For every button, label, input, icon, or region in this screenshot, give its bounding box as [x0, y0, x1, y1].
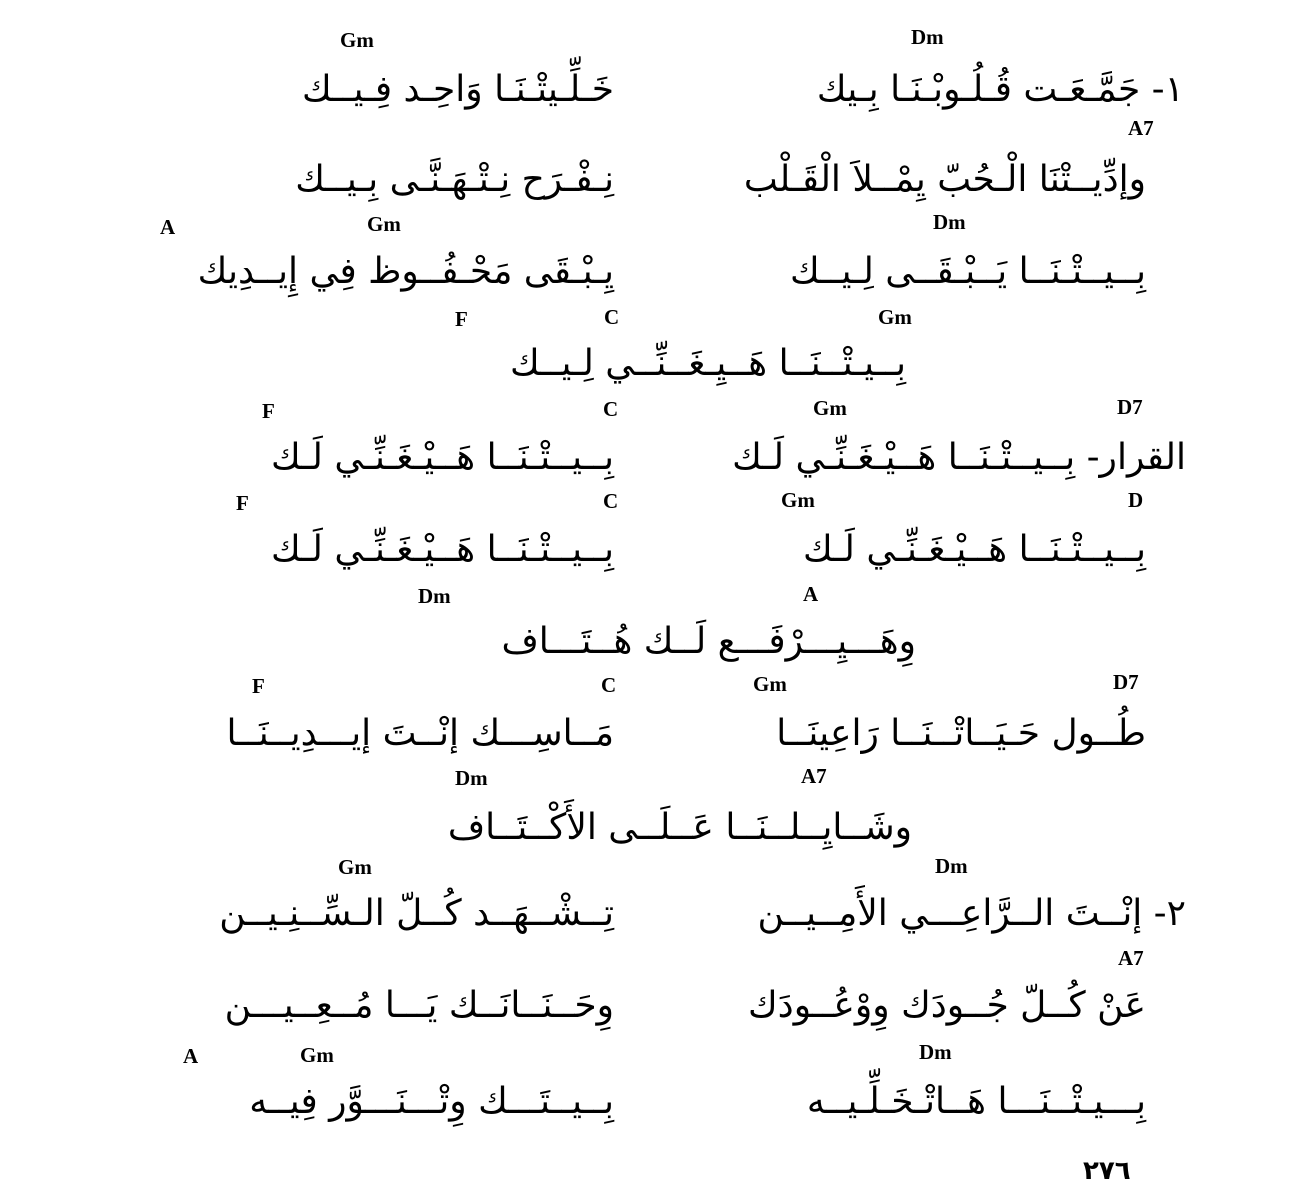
chord: Dm: [455, 766, 488, 790]
chord: Dm: [911, 25, 944, 49]
lyric-line-right: ٢- إنْــتَ الــرَّاعِـــي الأَمِــيــن: [757, 893, 1186, 934]
lyric-line-center: وشَــايِــلــنَــا عَــلَــى الأَكْــتَــاف: [447, 807, 912, 848]
lyric-line-left: بِــيــتْـنَــا هَــيْـغَـنِّـي لَـك: [271, 437, 614, 478]
chord: Gm: [813, 396, 847, 420]
lyric-line-right: بِــيــتْـنَــا هَــيْـغَـنِّـي لَـك: [803, 529, 1146, 570]
chord: Gm: [781, 488, 815, 512]
lyric-line-right: ١- جَمَّـعَـت قُـلُـوبْـنَـا بِـيك: [816, 69, 1184, 110]
lyric-line-left: تِــشْــهَــد كُــلّ الـسِّــنِـيــن: [219, 893, 614, 934]
chord: Gm: [338, 855, 372, 879]
lyric-line-left: مَــاسِـــك إنْــتَ إيـــدِيــنَــا: [226, 713, 614, 754]
lyric-line-left: نِـفْـرَح نِـتْـهَـنَّـى بِـيــك: [295, 159, 614, 200]
lyric-line-right: وإدِّيــتْنَا الْـحُبّ يِمْــلاَ الْقَـلْب: [743, 159, 1146, 200]
chord: Gm: [300, 1043, 334, 1067]
lyric-line-left: بِــيــتَـــك وِتْـــنَـــوَّر فِيــه: [249, 1081, 614, 1122]
lyric-line-left: يِـبْـقَى مَحْـفُــوظ فِي إِيــدِيك: [197, 251, 614, 292]
chord: Dm: [418, 584, 451, 608]
chord: D7: [1113, 670, 1139, 694]
chord: Gm: [340, 28, 374, 52]
chord: A7: [801, 764, 827, 788]
chord: C: [603, 397, 619, 421]
lyric-line-right: بِـــيـتْــنَـــا هَــاتْـخَـلِّـيــه: [806, 1081, 1146, 1122]
chord: A: [803, 582, 819, 606]
chord: C: [604, 305, 620, 329]
chord: Gm: [753, 672, 787, 696]
lyric-line-center: وِهَـــيِـــرْفَـــع لَــك هُــتَـــاف: [501, 621, 916, 662]
chord: C: [603, 489, 619, 513]
page-number: ٢٧٦: [1083, 1156, 1131, 1186]
chord: D: [1128, 488, 1144, 512]
chord: Dm: [919, 1040, 952, 1064]
lyric-line-right: بِــيــتْـنَــا يَــبْـقَــى لِـيــك: [790, 251, 1146, 292]
chord: Dm: [935, 854, 968, 878]
lyric-line-right: القرار- بِــيــتْـنَــا هَــيْـغَـنِّـي لَـك: [732, 437, 1186, 478]
chord: A7: [1118, 946, 1144, 970]
chord: D7: [1117, 395, 1143, 419]
chord: F: [455, 307, 468, 331]
lyric-line-left: بِــيــتْـنَــا هَــيْـغَـنِّـي لَـك: [271, 529, 614, 570]
chord: Dm: [933, 210, 966, 234]
lyric-line-left: خَـلِّـيتْـنَـا وَاحِـد فِـيــك: [302, 69, 614, 110]
chord: A: [160, 215, 176, 239]
chord: A7: [1128, 116, 1154, 140]
chord: A: [183, 1044, 199, 1068]
chord: F: [252, 674, 265, 698]
chord: Gm: [878, 305, 912, 329]
lyric-line-left: وِحَــنَــانَــك يَـــا مُــعِــيـــن: [224, 985, 614, 1026]
chord: F: [236, 491, 249, 515]
lyric-line-right: طُــول حَـيَــاتْــنَــا رَاعِينَــا: [776, 713, 1146, 754]
chord: F: [262, 399, 275, 423]
lyric-line-right: عَنْ كُــلّ جُــودَك وِوْعُــودَك: [747, 985, 1146, 1026]
chord: C: [601, 673, 617, 697]
chord: Gm: [367, 212, 401, 236]
lyric-line-center: بِــيـتْــنَــا هَــيِـغَــنِّــي لِـيــك: [509, 343, 906, 384]
